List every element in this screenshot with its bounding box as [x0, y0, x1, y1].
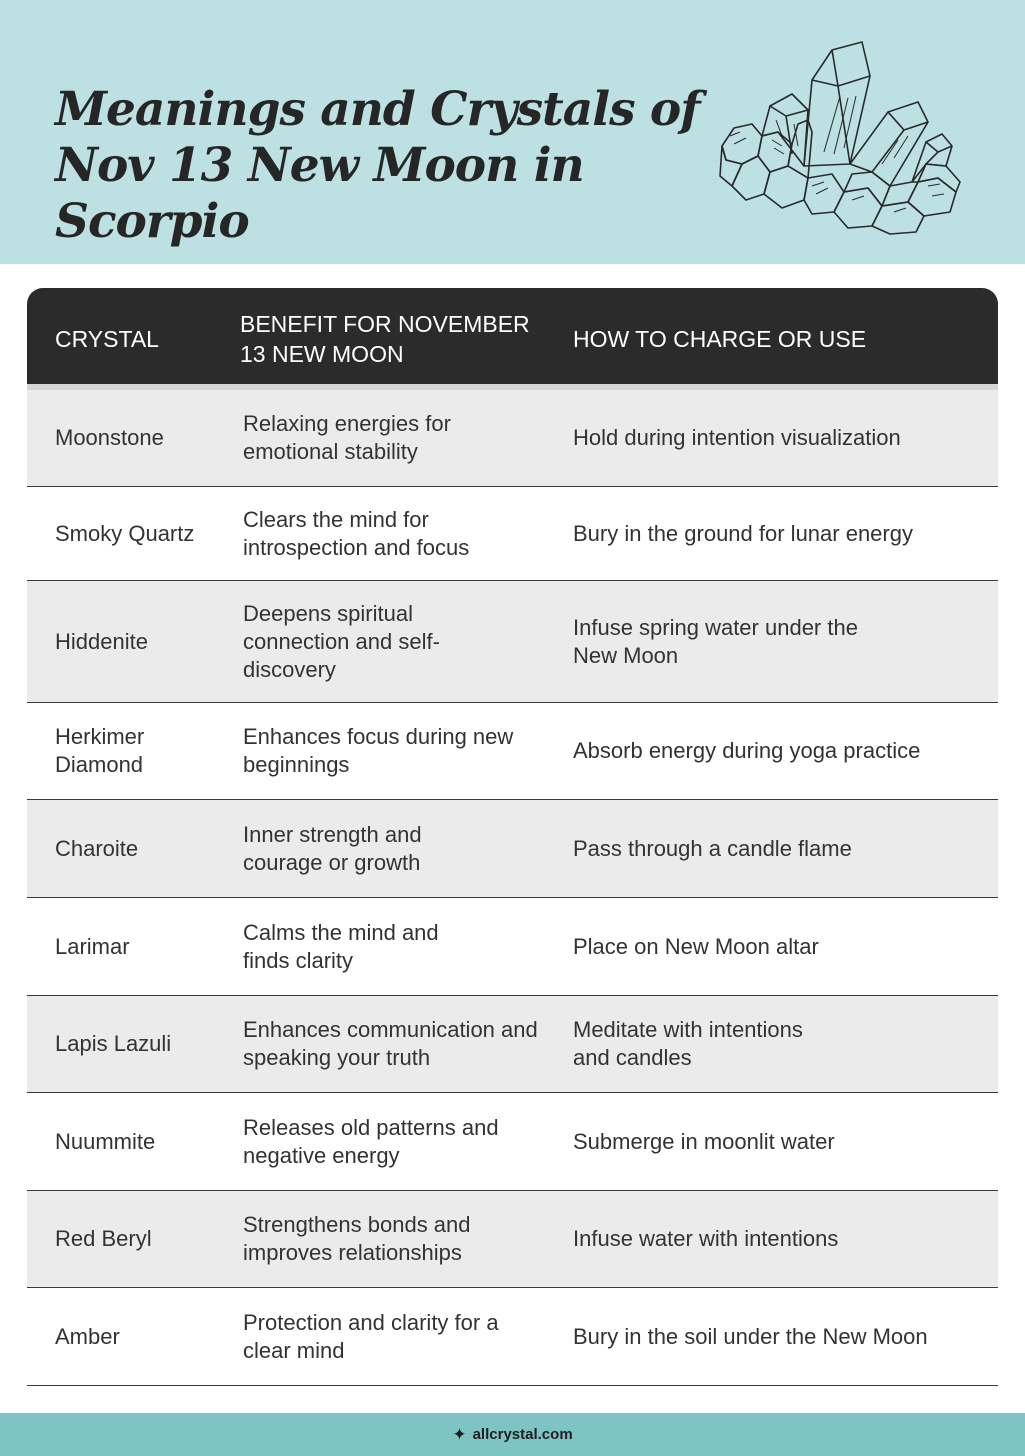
table-header	[27, 288, 998, 390]
title-line-1: Meanings and Crystals of	[55, 82, 700, 137]
table-row	[27, 996, 998, 1093]
crystal-name: Larimar	[55, 933, 130, 959]
crystal-name: Lapis Lazuli	[55, 1031, 172, 1056]
footer-bar	[0, 1413, 1025, 1456]
crystal-name: Nuummite	[55, 1128, 156, 1154]
crystal-benefit: Strengthens bonds and improves relationships	[243, 1212, 471, 1265]
crystal-name: Moonstone	[55, 425, 164, 450]
title-line-2: Nov 13 New Moon in Scorpio	[55, 138, 584, 249]
page-title	[55, 82, 715, 250]
table-row	[27, 581, 998, 703]
crystal-benefit: Clears the mind for introspection and focus	[243, 506, 470, 560]
crystal-benefit: Relaxing energies for emotional stability	[243, 411, 451, 464]
crystal-use: Place on New Moon altar	[573, 933, 819, 959]
crystal-name: Herkimer Diamond	[55, 724, 145, 777]
table-row	[27, 898, 998, 996]
crystal-use: Submerge in moonlit water	[573, 1128, 835, 1154]
crystal-name: Red Beryl	[55, 1226, 152, 1251]
sparkle-icon: ✦	[452, 1424, 467, 1444]
footer-site[interactable]: allcrystal.com	[472, 1426, 573, 1443]
crystal-benefit: Calms the mind and finds clarity	[243, 919, 439, 973]
crystal-cluster-illustration	[712, 36, 968, 236]
crystal-use: Infuse water with intentions	[573, 1226, 839, 1251]
header-use: HOW TO CHARGE OR USE	[573, 326, 867, 352]
table-row	[27, 1093, 998, 1191]
header-benefit: BENEFIT FOR NOVEMBER 13 NEW MOON	[240, 311, 530, 367]
crystal-use: Absorb energy during yoga practice	[573, 738, 921, 763]
crystal-benefit: Protection and clarity for a clear mind	[243, 1309, 499, 1363]
crystal-use: Hold during intention visualization	[573, 425, 901, 450]
crystal-use: Infuse spring water under the New Moon	[573, 614, 858, 668]
table-row	[27, 1191, 998, 1288]
header-crystal: CRYSTAL	[55, 326, 159, 352]
crystal-name: Hiddenite	[55, 628, 148, 654]
crystal-name: Charoite	[55, 835, 139, 861]
crystal-benefit: Releases old patterns and negative energy	[243, 1114, 499, 1168]
crystal-use: Bury in the ground for lunar energy	[573, 520, 913, 546]
table-row	[27, 390, 998, 487]
crystals-table	[27, 288, 998, 1386]
crystal-name: Smoky Quartz	[55, 520, 195, 546]
table-row	[27, 800, 998, 898]
crystal-benefit: Inner strength and courage or growth	[243, 821, 422, 875]
header-banner	[0, 0, 1025, 264]
crystal-benefit: Enhances focus during new beginnings	[243, 724, 514, 777]
crystal-use: Meditate with intentions and candles	[573, 1017, 803, 1070]
crystal-use: Pass through a candle flame	[573, 835, 852, 861]
crystal-benefit: Enhances communication and speaking your truth	[243, 1017, 538, 1070]
table-row	[27, 703, 998, 800]
table-row	[27, 1288, 998, 1386]
crystal-use: Bury in the soil under the New Moon	[573, 1323, 928, 1349]
crystal-benefit: Deepens spiritual connection and self-discovery	[243, 600, 440, 682]
table-row	[27, 487, 998, 581]
crystal-name: Amber	[55, 1323, 120, 1349]
